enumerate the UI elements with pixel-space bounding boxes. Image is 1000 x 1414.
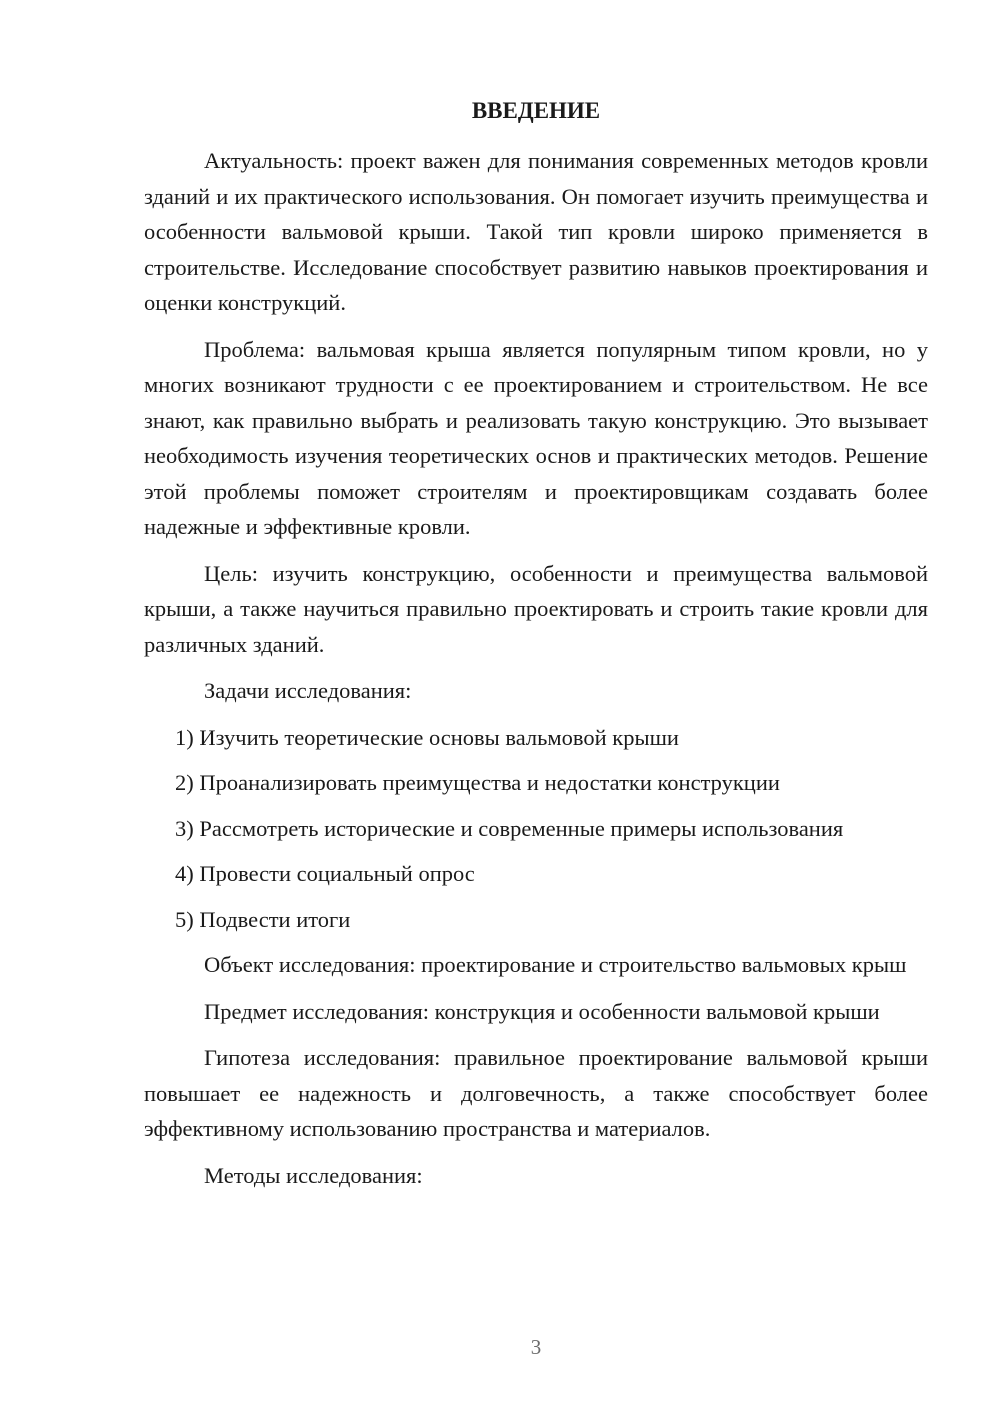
methods-heading: Методы исследования: xyxy=(204,1162,423,1188)
document-body xyxy=(144,143,928,1204)
object-paragraph: Объект исследования: проектирование и строительство вальмовых крыш xyxy=(204,952,907,977)
page-title: ВВЕДЕНИЕ xyxy=(471,98,601,123)
list-item: 1) Изучить теоретические основы вальмовой крыши xyxy=(175,724,679,750)
tasks-list xyxy=(144,720,928,938)
tasks-heading: Задачи исследования: xyxy=(204,678,412,703)
problem-paragraph: Проблема: вальмовая крыша является популярным типом кровли, но у многих возникают трудности с ее проектированием и строительством. Не все знают, как правильно выбрать и реализовать такую конструкцию. Это вызывает необходимость изучения теоретических основ и практических методов. Решение этой проблемы поможет строителям и проектировщикам создавать более надежные и эффективные кровли. xyxy=(144,336,928,539)
list-item: 3) Рассмотреть исторические и современные примеры использования xyxy=(175,815,844,841)
list-item: 2) Проанализировать преимущества и недостатки конструкции xyxy=(175,770,780,795)
hypothesis-paragraph: Гипотеза исследования: правильное проектирование вальмовой крыши повышает ее надежность и долговечность, а также способствует более эффективному использованию пространства и материалов. xyxy=(144,1045,928,1141)
relevance-paragraph: Актуальность: проект важен для понимания современных методов кровли зданий и их практического использования. Он помогает изучить преимущества и особенности вальмовой крыши. Такой тип кровли широко применяется в строительстве. Исследование способствует развитию навыков проектирования и оценки конструкций. xyxy=(144,148,928,315)
list-item: 4) Провести социальный опрос xyxy=(175,861,475,886)
page-number: 3 xyxy=(530,1335,542,1359)
list-item: 5) Подвести итоги xyxy=(175,906,351,932)
subject-paragraph: Предмет исследования: конструкция и особенности вальмовой крыши xyxy=(204,998,880,1024)
goal-paragraph: Цель: изучить конструкцию, особенности и преимущества вальмовой крыши, а также научиться правильно проектировать и строить такие кровли для различных зданий. xyxy=(144,560,928,657)
